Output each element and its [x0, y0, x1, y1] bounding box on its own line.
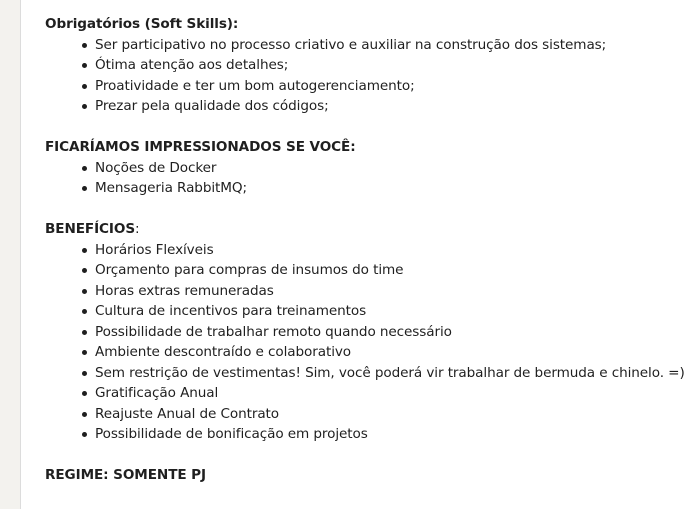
- list-item: Orçamento para compras de insumos do time: [81, 260, 690, 281]
- benefits-list: [45, 240, 690, 445]
- job-description-content: [45, 14, 690, 486]
- nice-to-have-list: [45, 158, 690, 199]
- left-gutter: [0, 0, 21, 509]
- list-item: Prezar pela qualidade dos códigos;: [81, 96, 690, 117]
- list-item: Cultura de incentivos para treinamentos: [81, 301, 690, 322]
- list-item: Proatividade e ter um bom autogerenciamento;: [81, 76, 690, 97]
- list-item: Ambiente descontraído e colaborativo: [81, 342, 690, 363]
- list-item: Mensageria RabbitMQ;: [81, 178, 690, 199]
- benefits-section: [45, 219, 690, 445]
- list-item: Possibilidade de trabalhar remoto quando necessário: [81, 322, 690, 343]
- list-item: Reajuste Anual de Contrato: [81, 404, 690, 425]
- list-item: Possibilidade de bonificação em projetos: [81, 424, 690, 445]
- nice-to-have-section: [45, 137, 690, 199]
- list-item: Horas extras remuneradas: [81, 281, 690, 302]
- soft-skills-heading: Obrigatórios (Soft Skills):: [45, 16, 239, 32]
- soft-skills-section: [45, 14, 690, 117]
- list-item: Ser participativo no processo criativo e auxiliar na construção dos sistemas;: [81, 35, 690, 56]
- benefits-heading-line: [45, 219, 690, 240]
- benefits-heading: BENEFÍCIOS: [45, 221, 136, 237]
- list-item: Noções de Docker: [81, 158, 690, 179]
- list-item: Horários Flexíveis: [81, 240, 690, 261]
- nice-to-have-heading: FICARÍAMOS IMPRESSIONADOS SE VOCÊ:: [45, 139, 356, 155]
- regime-heading: REGIME: SOMENTE PJ: [45, 467, 206, 483]
- list-item: Gratificação Anual: [81, 383, 690, 404]
- list-item: Ótima atenção aos detalhes;: [81, 55, 690, 76]
- list-item: Sem restrição de vestimentas! Sim, você poderá vir trabalhar de bermuda e chinelo. =): [81, 363, 690, 384]
- soft-skills-list: [45, 35, 690, 117]
- benefits-heading-colon: :: [135, 221, 140, 237]
